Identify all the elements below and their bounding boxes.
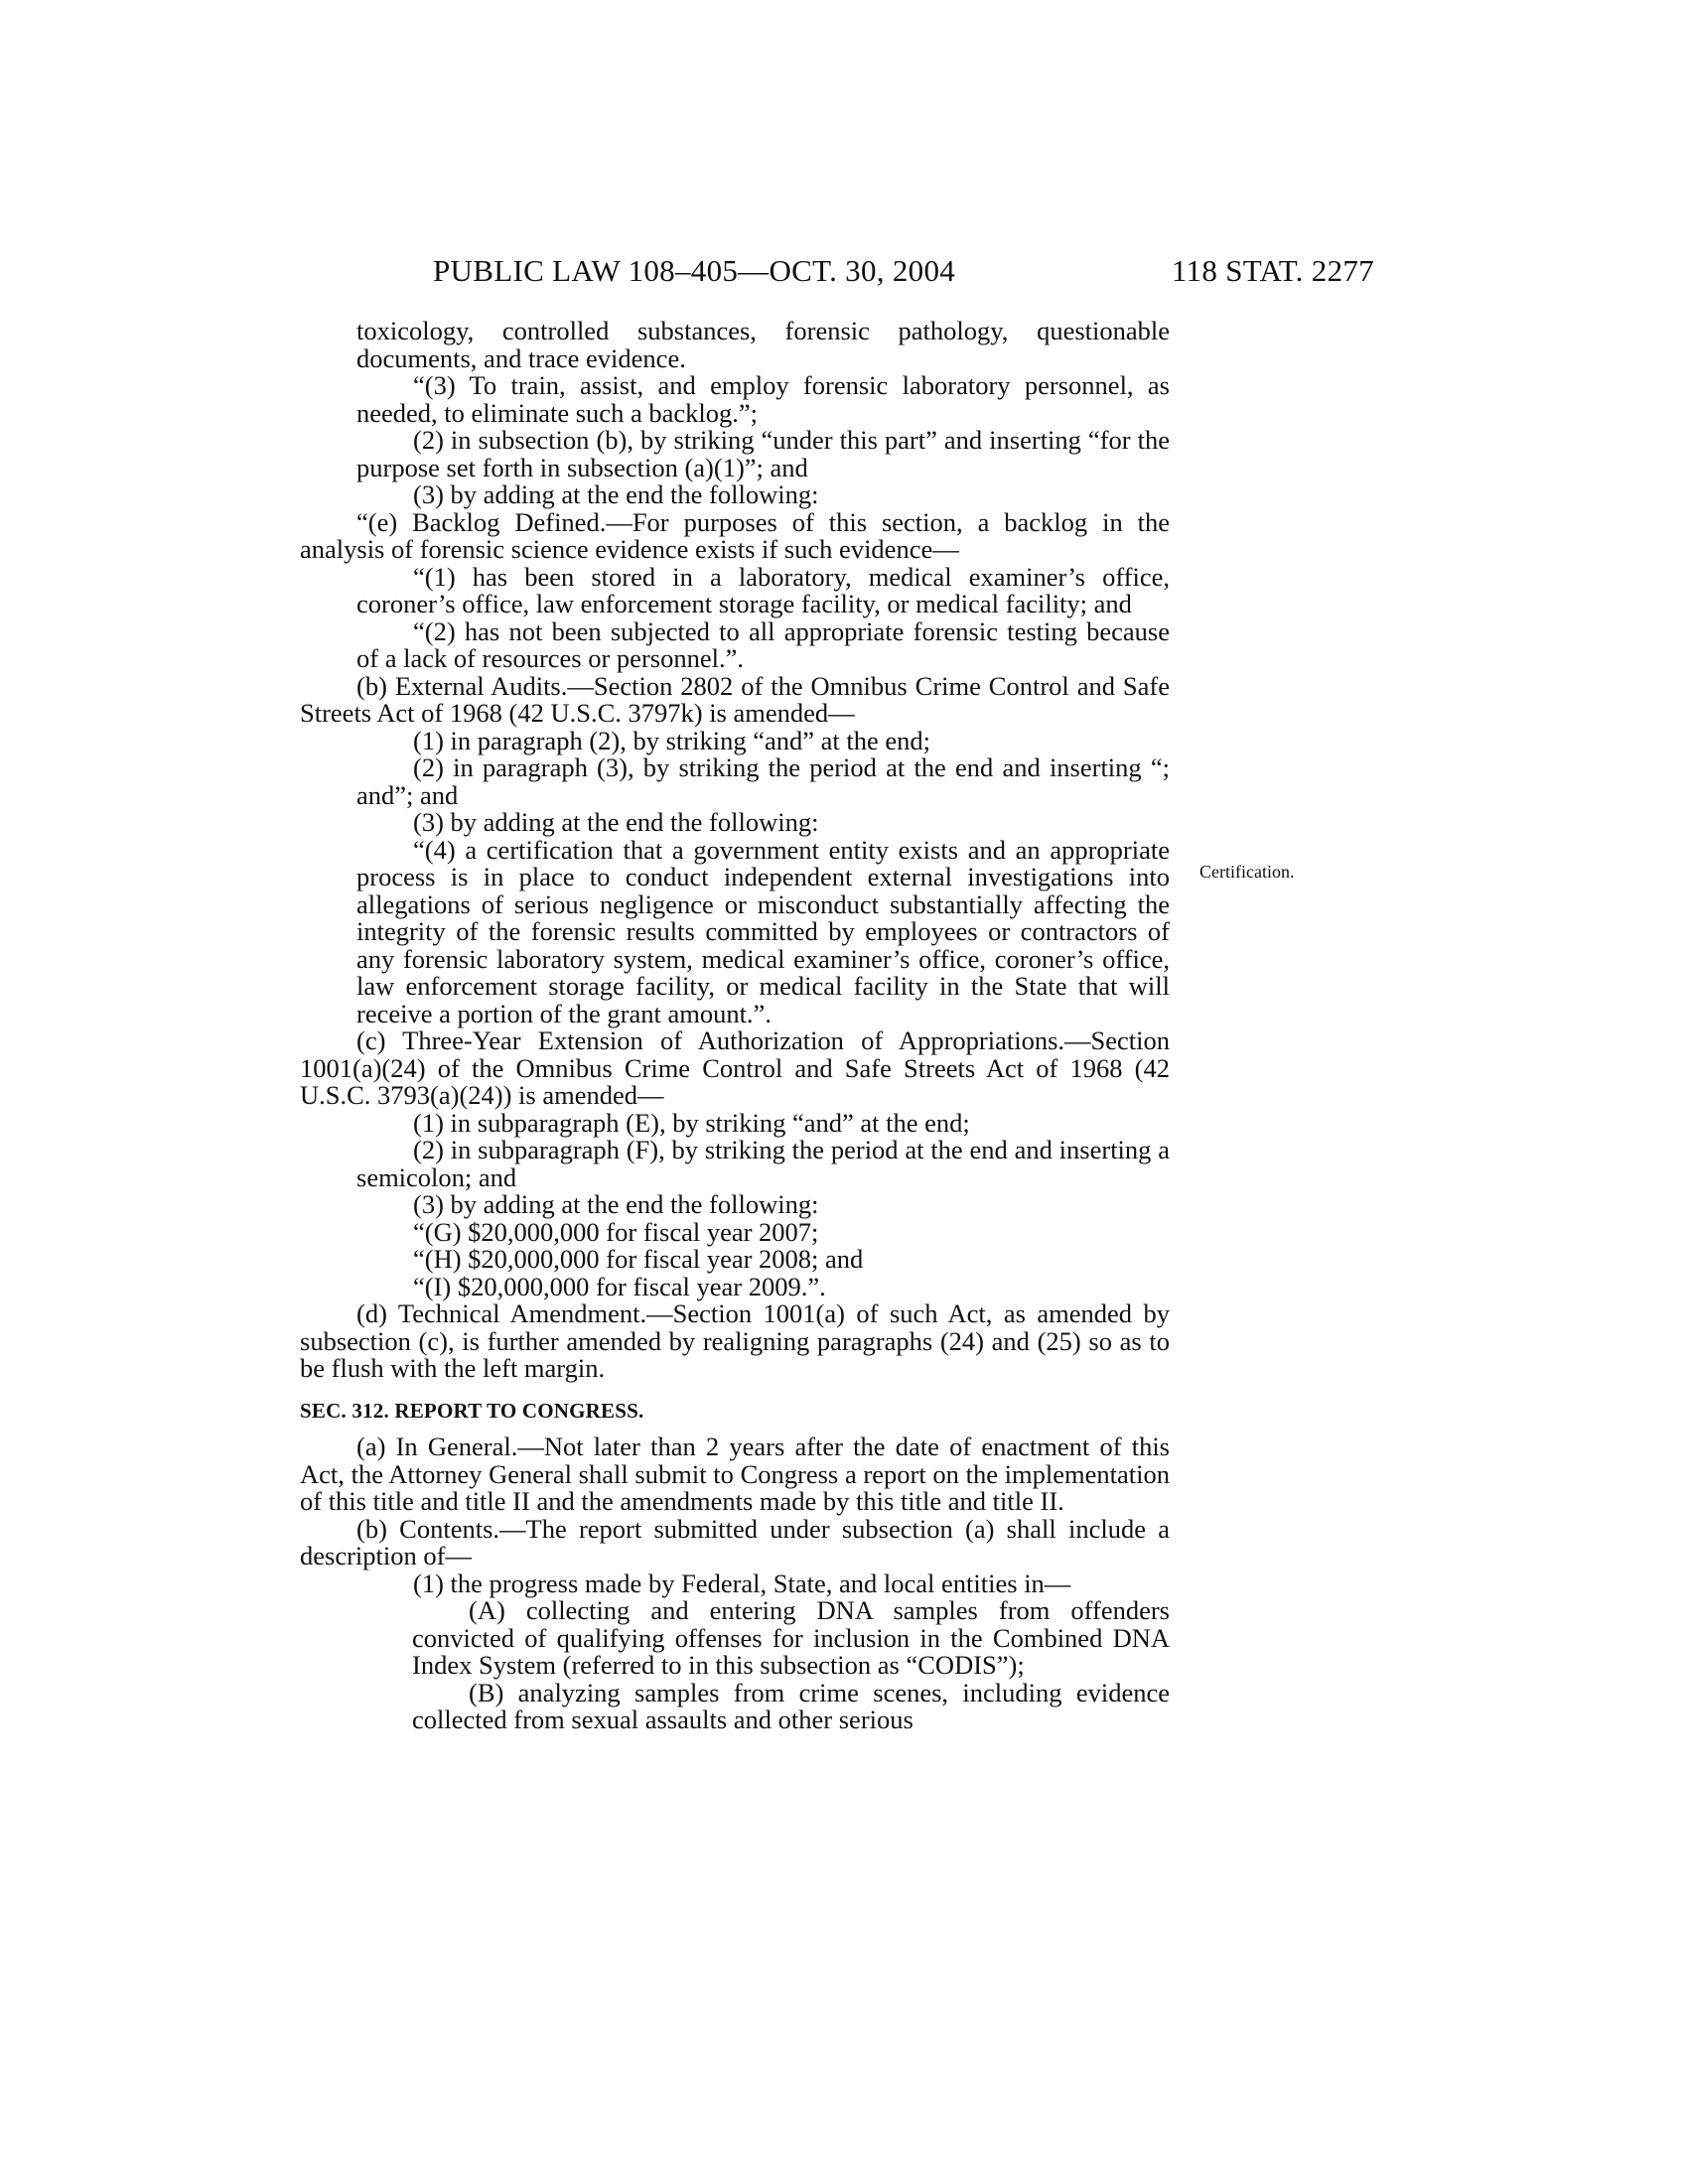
running-header-right: 118 STAT. 2277 bbox=[1171, 253, 1374, 288]
running-header-left: PUBLIC LAW 108–405—OCT. 30, 2004 bbox=[433, 253, 956, 288]
paragraph: (2) in subparagraph (F), by striking the period at the end and inserting a semicolon; and bbox=[356, 1135, 1170, 1192]
paragraph: (c) Three-Year Extension of Authorization of Appropriations.—Section 1001(a)(24) of the Omnibus Crime Control and Safe Streets Act of 1968 (42 U.S.C. 3793(a)(24)) is amended— bbox=[300, 1025, 1170, 1110]
section-heading: SEC. 312. REPORT TO CONGRESS. bbox=[300, 1398, 644, 1423]
paragraph: “(e) Backlog Defined.—For purposes of this section, a backlog in the analysis of forensic science evidence exists if such evidence— bbox=[300, 506, 1170, 564]
paragraph: (B) analyzing samples from crime scenes, including evidence collected from sexual assaults and other serious bbox=[412, 1677, 1170, 1734]
paragraph: (2) in paragraph (3), by striking the period at the end and inserting “; and”; and bbox=[356, 752, 1170, 810]
paragraph: (b) Contents.—The report submitted under subsection (a) shall include a description of— bbox=[300, 1513, 1170, 1570]
paragraph: (a) In General.—Not later than 2 years after the date of enactment of this Act, the Attorney General shall submit to Congress a report on the implementation of this title and title II and the amendments made by this title and title II. bbox=[300, 1432, 1170, 1516]
paragraph: “(H) $20,000,000 for fiscal year 2008; and bbox=[413, 1244, 864, 1274]
paragraph: (b) External Audits.—Section 2802 of the Omnibus Crime Control and Safe Streets Act of 1968 (42 U.S.C. 3797k) is amended— bbox=[300, 670, 1170, 728]
paragraph: (3) by adding at the end the following: bbox=[413, 807, 819, 837]
paragraph: (3) by adding at the end the following: bbox=[413, 1189, 819, 1219]
paragraph: “(2) has not been subjected to all appropriate forensic testing because of a lack of resources or personnel.”. bbox=[356, 615, 1170, 673]
paragraph: (1) in paragraph (2), by striking “and” at the end; bbox=[413, 725, 930, 755]
paragraph: “(4) a certification that a government entity exists and an appropriate process is in place to conduct independent external investigations into allegations of serious negligence or misconduct substantially affecting the integrity of the forensic results committed by employees or contractors of any forensic laboratory system, medical examiner’s office, coroner’s office, law enforcement storage facility, or medical facility in the State that will receive a portion of the grant amount.”. bbox=[356, 834, 1170, 1028]
paragraph: (A) collecting and entering DNA samples from offenders convicted of qualifying offenses for inclusion in the Combined DNA Index System (referred to in this subsection as “CODIS”); bbox=[412, 1595, 1170, 1680]
paragraph: (1) in subparagraph (E), by striking “and” at the end; bbox=[413, 1107, 970, 1138]
paragraph: “(3) To train, assist, and employ forensic laboratory personnel, as needed, to eliminate such a backlog.”; bbox=[356, 370, 1170, 428]
paragraph: (d) Technical Amendment.—Section 1001(a) of such Act, as amended by subsection (c), is further amended by realigning paragraphs (24) and (25) so as to be flush with the left margin. bbox=[300, 1298, 1170, 1383]
paragraph: “(G) $20,000,000 for fiscal year 2007; bbox=[413, 1216, 819, 1247]
body-text bbox=[300, 318, 1170, 1734]
paragraph: (1) the progress made by Federal, State, and local entities in— bbox=[413, 1568, 1071, 1598]
paragraph: toxicology, controlled substances, forensic pathology, questionable documents, and trace evidence. bbox=[356, 316, 1170, 373]
paragraph: “(I) $20,000,000 for fiscal year 2009.”. bbox=[413, 1271, 826, 1301]
paragraph: “(1) has been stored in a laboratory, medical examiner’s office, coroner’s office, law enforcement storage facility, or medical facility; and bbox=[356, 561, 1170, 618]
paragraph: (2) in subsection (b), by striking “under this part” and inserting “for the purpose set forth in subsection (a)(1)”; and bbox=[356, 425, 1170, 482]
margin-note: Certification. bbox=[1199, 862, 1295, 882]
paragraph: (3) by adding at the end the following: bbox=[413, 479, 819, 509]
